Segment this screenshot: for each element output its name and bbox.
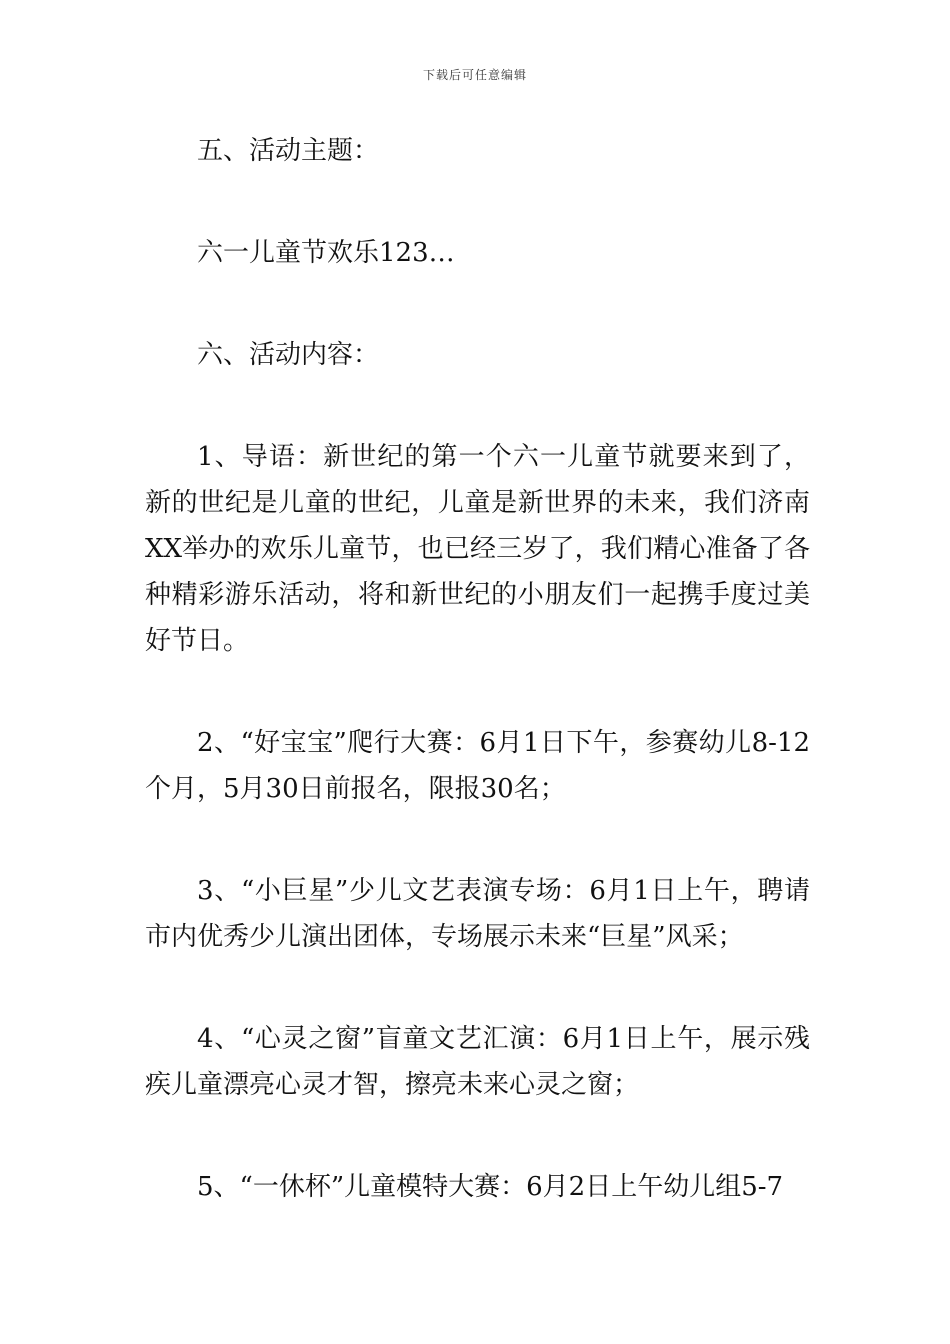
document-body: [145, 128, 810, 1266]
section-heading-content: 六、活动内容：: [197, 340, 380, 370]
theme-text: 六一儿童节欢乐123…: [197, 238, 455, 268]
item-model-contest: 5、“一休杯”儿童模特大赛：6月2日上午幼儿组5-7: [197, 1172, 784, 1202]
item-window-of-heart: 4、“心灵之窗”盲童文艺汇演：6月1日上午，展示残疾儿童漂亮心灵才智，擦亮未来心灵之窗；: [145, 1024, 810, 1100]
item-intro: 1、导语：新世纪的第一个六一儿童节就要来到了，新的世纪是儿童的世纪，儿童是新世界的未来，我们济南XX举办的欢乐儿童节，也已经三岁了，我们精心准备了各种精彩游乐活动，将和新世纪的小朋友们一起携手度过美好节日。: [145, 442, 810, 656]
item-crawling-contest: 2、“好宝宝”爬行大赛：6月1日下午，参赛幼儿8-12个月，5月30日前报名，限报30名；: [145, 728, 810, 804]
section-heading-theme: 五、活动主题：: [197, 136, 380, 166]
item-little-star-show: 3、“小巨星”少儿文艺表演专场：6月1日上午，聘请市内优秀少儿演出团体，专场展示未来“巨星”风采；: [145, 876, 810, 952]
page-header: 下载后可任意编辑: [422, 68, 527, 82]
